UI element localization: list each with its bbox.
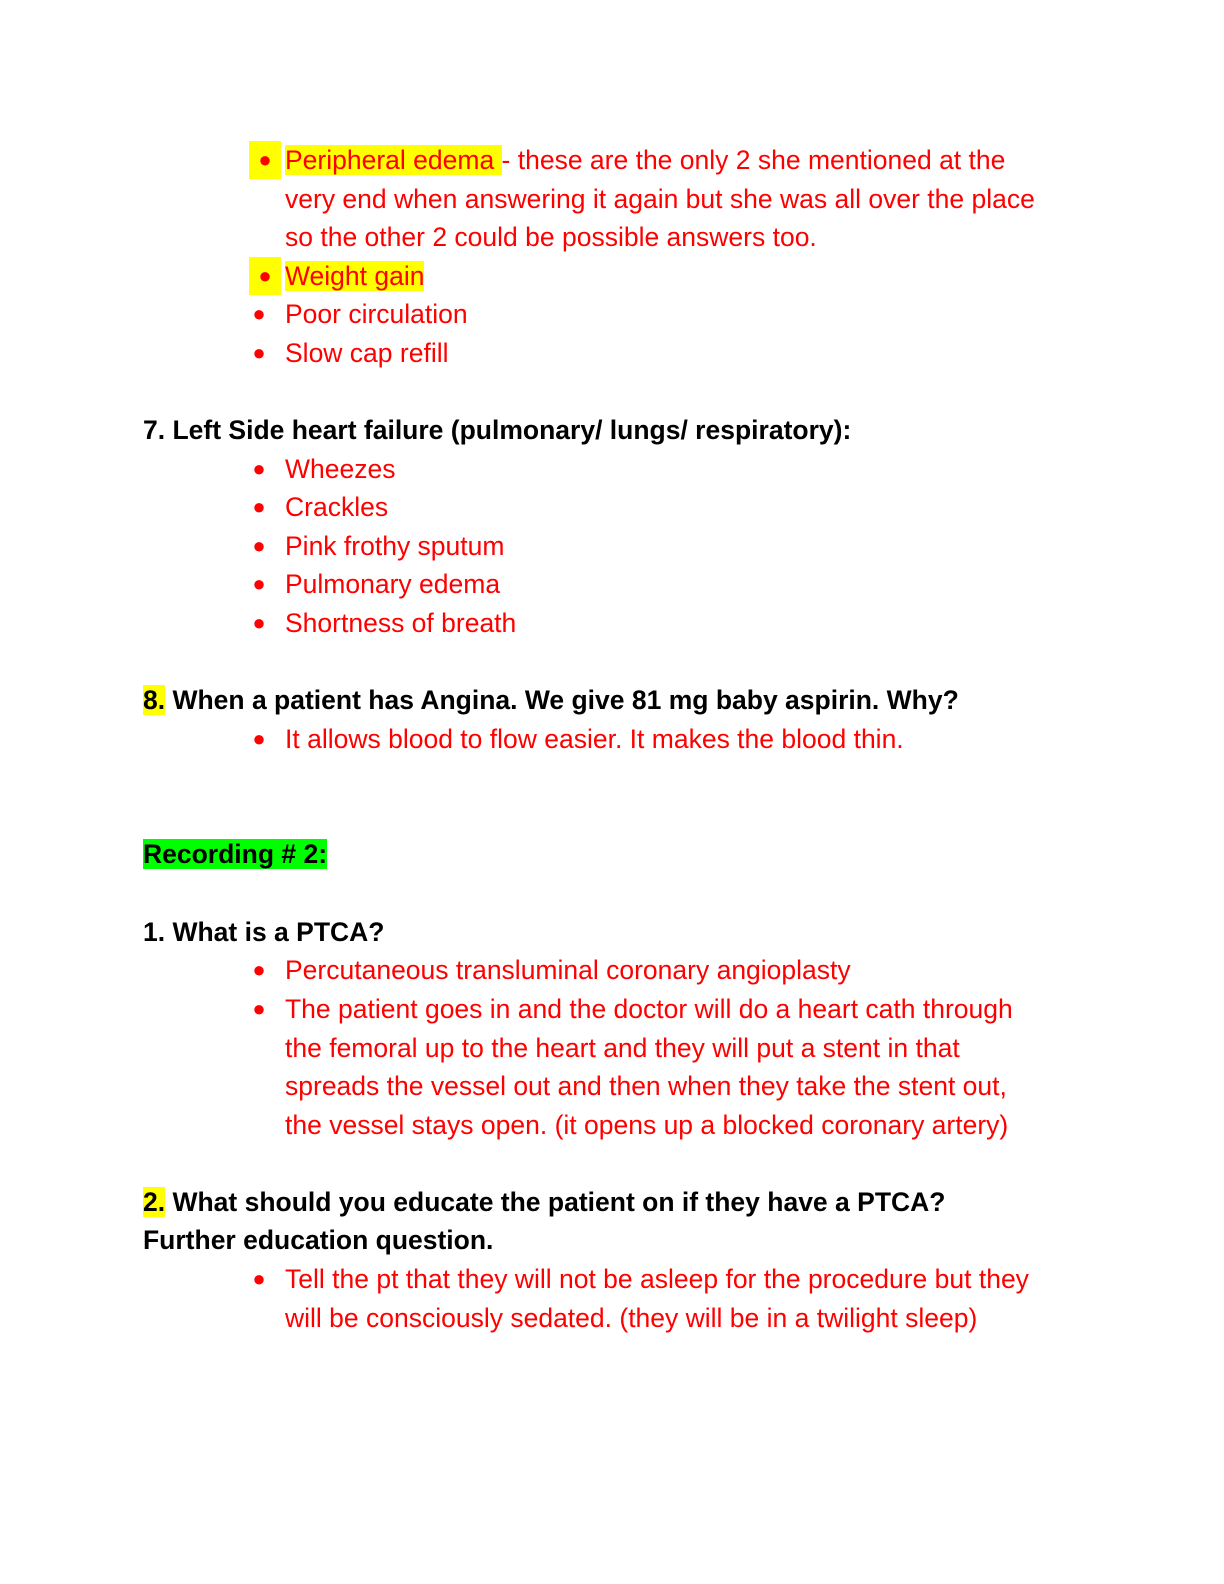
recording-title: Recording # 2:: [143, 839, 328, 869]
bullet-shortness-of-breath: Shortness of breath: [285, 608, 517, 638]
education-question-heading: 2. What should you educate the patient on if they have a PTCA?: [143, 1187, 946, 1217]
bullet-continuation: very end when answering it again but she was all over the place: [285, 184, 1035, 214]
highlighted-text: Weight gain: [285, 261, 425, 291]
bullet-dot: ●: [252, 957, 266, 982]
bullet-dot: ●: [252, 726, 266, 751]
bullet-aspirin-answer: It allows blood to flow easier. It makes the blood thin.: [285, 724, 904, 754]
bullet-pulmonary-edema: Pulmonary edema: [285, 569, 501, 599]
bullet-ptca-definition: Percutaneous transluminal coronary angioplasty: [285, 955, 851, 985]
bullet-peripheral-edema: Peripheral edema - these are the only 2 she mentioned at the: [285, 145, 1006, 175]
bullet-continuation: the vessel stays open. (it opens up a blocked coronary artery): [285, 1110, 1009, 1140]
bullet-dot: ●: [252, 533, 266, 558]
question-7-heading: 7. Left Side heart failure (pulmonary/ lungs/ respiratory):: [143, 415, 852, 445]
ptca-question-heading: 1. What is a PTCA?: [143, 917, 385, 947]
highlighted-text: Peripheral edema: [285, 145, 502, 175]
bullet-sedation-answer: Tell the pt that they will not be asleep for the procedure but they: [285, 1264, 1029, 1294]
question-8-heading: 8. When a patient has Angina. We give 81 mg baby aspirin. Why?: [143, 685, 959, 715]
bullet-dot: ●: [249, 141, 281, 179]
bullet-continuation: will be consciously sedated. (they will be in a twilight sleep): [285, 1303, 978, 1333]
bullet-ptca-procedure: The patient goes in and the doctor will do a heart cath through: [285, 994, 1013, 1024]
education-question-line2: Further education question.: [143, 1225, 494, 1255]
bullet-continuation: so the other 2 could be possible answers too.: [285, 222, 817, 252]
bullet-dot: ●: [252, 996, 266, 1021]
bullet-dot: ●: [252, 456, 266, 481]
bullet-slow-cap-refill: Slow cap refill: [285, 338, 449, 368]
bullet-crackles: Crackles: [285, 492, 389, 522]
bullet-pink-frothy-sputum: Pink frothy sputum: [285, 531, 505, 561]
bullet-continuation: spreads the vessel out and then when they take the stent out,: [285, 1071, 1007, 1101]
bullet-dot: ●: [252, 301, 266, 326]
bullet-dot: ●: [252, 340, 266, 365]
bullet-continuation: the femoral up to the heart and they will put a stent in that: [285, 1033, 960, 1063]
bullet-wheezes: Wheezes: [285, 454, 396, 484]
question-number: 8.: [143, 685, 166, 715]
bullet-dot: ●: [252, 610, 266, 635]
bullet-dot: ●: [252, 1266, 266, 1291]
question-number: 2.: [143, 1187, 166, 1217]
bullet-dot: ●: [252, 494, 266, 519]
bullet-dot: ●: [252, 571, 266, 596]
bullet-weight-gain: [285, 257, 424, 295]
bullet-dot: ●: [249, 257, 281, 295]
bullet-poor-circulation: Poor circulation: [285, 299, 468, 329]
